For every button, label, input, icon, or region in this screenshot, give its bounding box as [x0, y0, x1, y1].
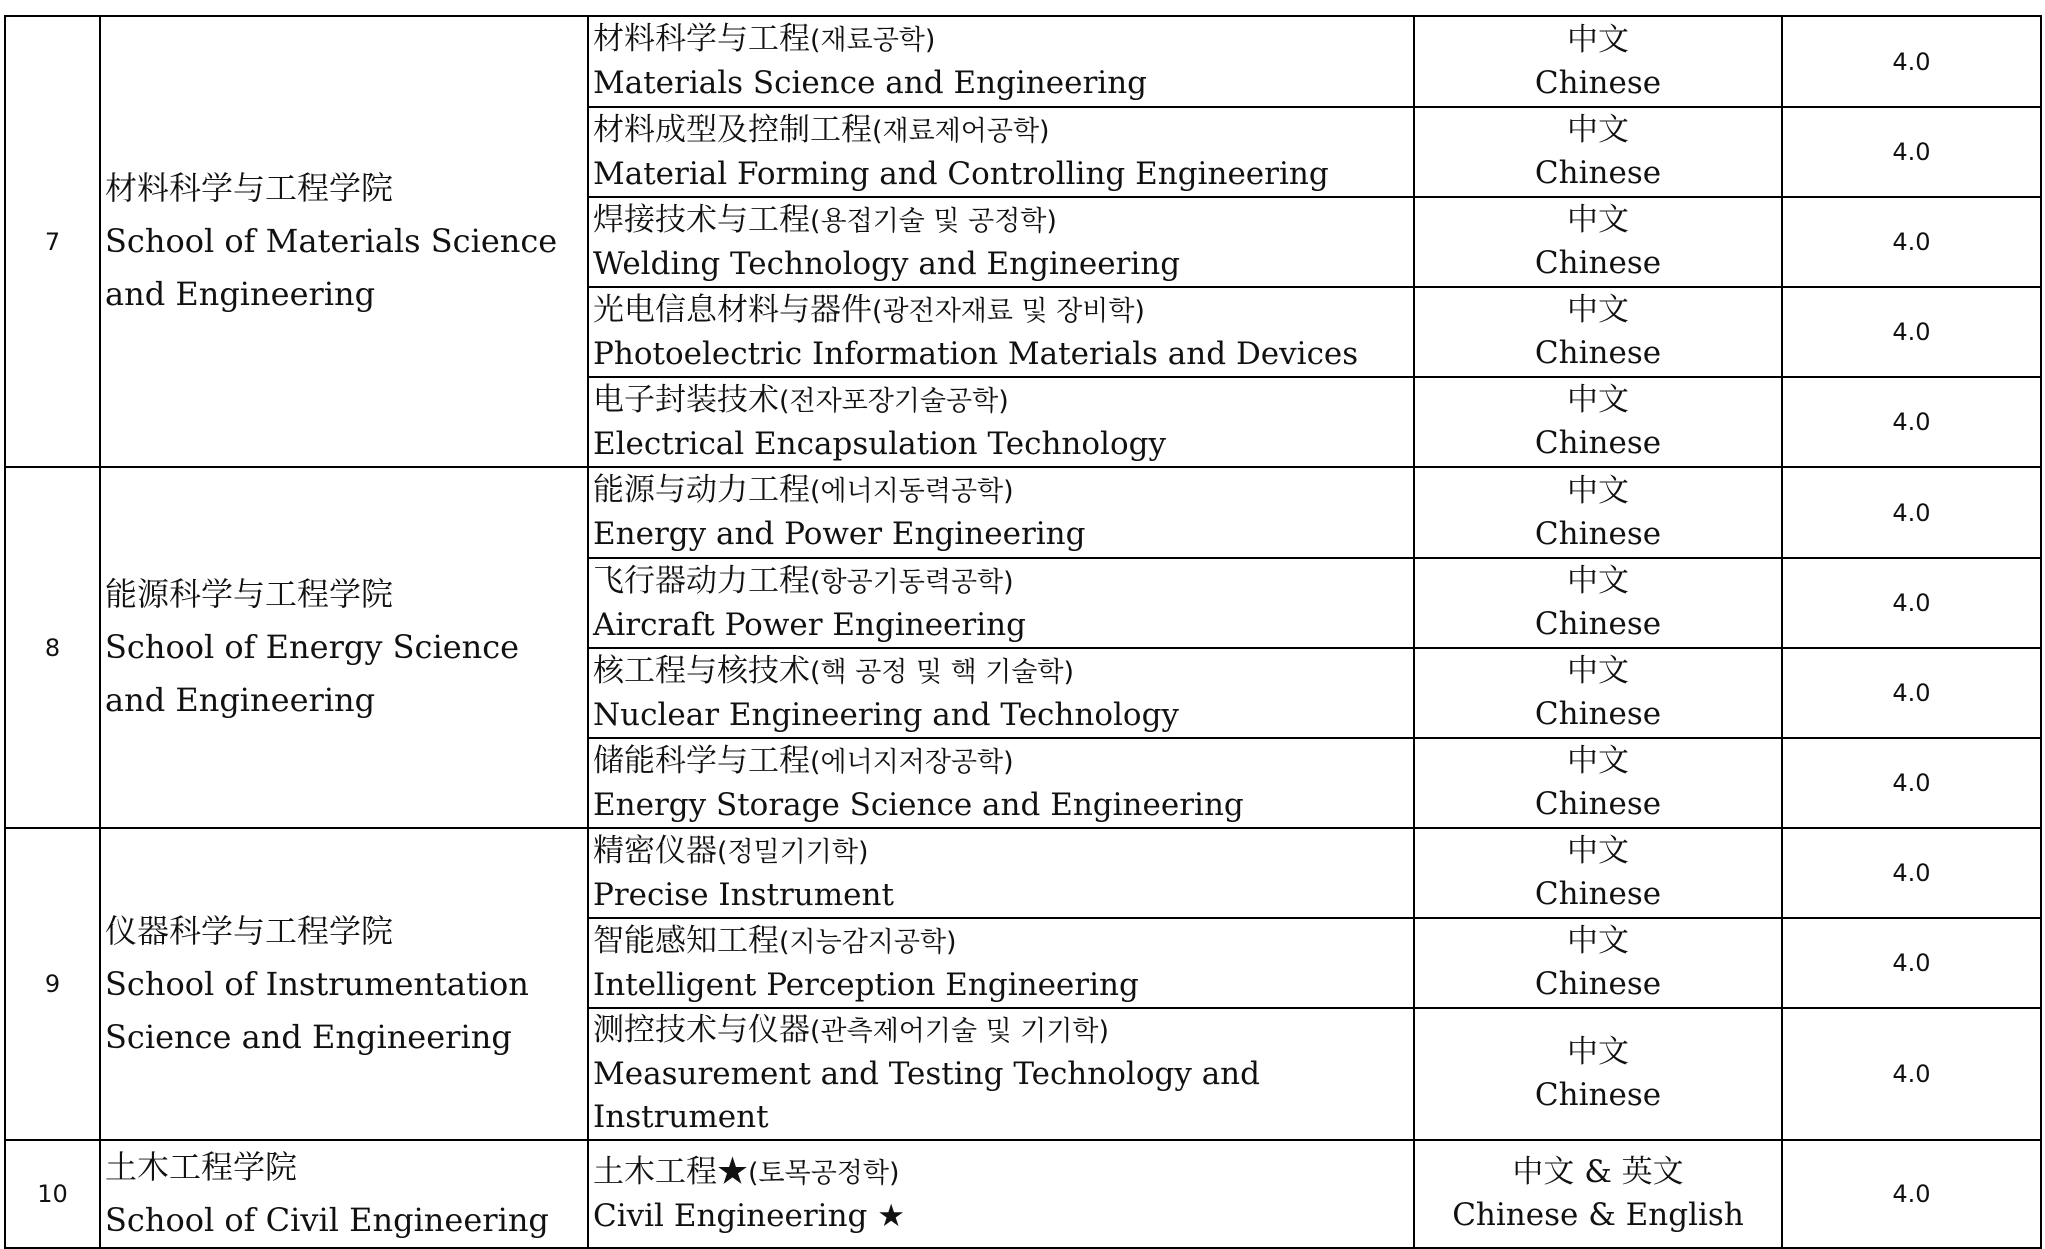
duration: 4.0: [1782, 107, 2041, 197]
major-name: [588, 287, 1414, 377]
language-zh: 中文: [1567, 202, 1629, 238]
major-name: [588, 16, 1414, 107]
major-name-ko: (전자포장기술공학): [779, 385, 1009, 417]
language-en: Chinese & English: [1452, 1197, 1744, 1233]
duration: 4.0: [1782, 197, 2041, 287]
major-name-zh: 储能科学与工程: [593, 742, 810, 779]
duration: 4.0: [1782, 738, 2041, 828]
major-name-en: Electrical Encapsulation Technology: [593, 425, 1166, 462]
major-name-ko: (용접기술 및 공정학): [810, 205, 1057, 237]
duration: 4.0: [1782, 1008, 2041, 1140]
major-name-en: Precise Instrument: [593, 876, 894, 913]
major-name-ko: (에너지저장공학): [810, 746, 1014, 778]
school-name-zh: 材料科学与工程学院: [105, 169, 394, 207]
major-name-en: Material Forming and Controlling Engineering: [593, 155, 1329, 192]
language: [1414, 828, 1782, 918]
school-name-zh: 土木工程学院: [105, 1148, 298, 1186]
language-en: Chinese: [1534, 606, 1662, 642]
school-name: [100, 828, 588, 1140]
table-row: [5, 1140, 2041, 1248]
major-name-en: Welding Technology and Engineering: [593, 245, 1181, 282]
major-name-ko: (에너지동력공학): [810, 476, 1014, 507]
school-name: [100, 1140, 588, 1248]
duration: 4.0: [1782, 467, 2041, 558]
language: [1414, 918, 1782, 1008]
major-name-ko: (지능감지공학): [779, 926, 957, 958]
major-name-zh: 材料科学与工程: [593, 21, 810, 57]
major-name: [588, 1008, 1414, 1140]
language-zh: 中文: [1567, 21, 1629, 58]
school-name: [100, 467, 588, 828]
major-name-ko: (토목공정학): [748, 1157, 900, 1189]
group-number: 10: [5, 1140, 100, 1248]
major-name-zh: 精密仪器: [593, 832, 717, 869]
major-name-en: Intelligent Perception Engineering: [593, 966, 1139, 1003]
table-row: [5, 828, 2041, 918]
language-zh: 中文: [1567, 382, 1629, 418]
major-name-en: Materials Science and Engineering: [593, 65, 1148, 101]
duration: 4.0: [1782, 828, 2041, 918]
language: [1414, 738, 1782, 828]
group-number: 8: [5, 467, 100, 828]
major-name: [588, 738, 1414, 828]
major-name-en: Nuclear Engineering and Technology: [593, 696, 1179, 733]
major-name-zh: 能源与动力工程: [593, 472, 810, 508]
language: [1414, 1140, 1782, 1248]
major-name: [588, 918, 1414, 1008]
language: [1414, 558, 1782, 648]
group-number: 7: [5, 16, 100, 467]
language-zh: 中文: [1567, 292, 1629, 328]
language-en: Chinese: [1534, 425, 1662, 461]
major-name: [588, 197, 1414, 287]
language-zh: 中文: [1567, 472, 1629, 509]
duration: 4.0: [1782, 1140, 2041, 1248]
major-name: [588, 1140, 1414, 1248]
major-name: [588, 828, 1414, 918]
language: [1414, 197, 1782, 287]
duration: 4.0: [1782, 558, 2041, 648]
major-name-en: Photoelectric Information Materials and Devices: [593, 335, 1359, 372]
duration: 4.0: [1782, 377, 2041, 467]
language-en: Chinese: [1534, 966, 1662, 1002]
major-name-zh: 材料成型及控制工程: [593, 111, 872, 148]
major-name: [588, 377, 1414, 467]
major-name-ko: (광전자재료 및 장비학): [872, 295, 1145, 327]
programs-table: [4, 15, 2042, 1249]
language-en: Chinese: [1534, 696, 1662, 732]
language-zh: 中文: [1567, 563, 1629, 599]
group-number: 9: [5, 828, 100, 1140]
major-name-en: Aircraft Power Engineering: [593, 606, 1026, 643]
major-name-zh: 焊接技术与工程: [593, 201, 810, 238]
school-name-en: School of Energy Science and Engineering: [105, 628, 520, 719]
language-zh: 中文 & 英文: [1512, 1154, 1684, 1190]
language: [1414, 1008, 1782, 1140]
language-zh: 中文: [1567, 923, 1629, 959]
major-name-ko: (항공기동력공학): [810, 566, 1014, 598]
language-zh: 中文: [1567, 112, 1629, 148]
major-name-zh: 测控技术与仪器: [593, 1012, 810, 1048]
language-en: Chinese: [1534, 64, 1662, 101]
major-name-ko: (핵 공정 및 핵 기술학): [810, 656, 1075, 688]
school-name: [100, 16, 588, 467]
school-name-en: School of Instrumentation Science and Engineering: [105, 964, 529, 1056]
language-en: Chinese: [1534, 786, 1662, 822]
language: [1414, 467, 1782, 558]
language-en: Chinese: [1534, 876, 1662, 912]
duration: 4.0: [1782, 16, 2041, 107]
major-name-zh: 核工程与核技术: [593, 652, 810, 689]
school-name-en: School of Materials Science and Engineering: [105, 222, 558, 313]
table-row: [5, 467, 2041, 558]
school-name-en: School of Civil Engineering: [105, 1201, 549, 1239]
language-zh: 中文: [1567, 833, 1629, 869]
major-name-en: Energy and Power Engineering: [593, 516, 1086, 552]
table-row: [5, 16, 2041, 107]
language-en: Chinese: [1534, 515, 1662, 552]
language-en: Chinese: [1534, 155, 1662, 191]
language-zh: 中文: [1567, 1034, 1629, 1070]
major-name-ko: (정밀기기학): [717, 836, 869, 868]
major-name: [588, 107, 1414, 197]
school-name-zh: 能源科学与工程学院: [105, 575, 394, 613]
language-en: Chinese: [1534, 1077, 1662, 1113]
language: [1414, 287, 1782, 377]
duration: 4.0: [1782, 648, 2041, 738]
language: [1414, 16, 1782, 107]
major-name-ko: (재료공학): [810, 25, 936, 56]
language: [1414, 107, 1782, 197]
duration: 4.0: [1782, 918, 2041, 1008]
language-zh: 中文: [1567, 653, 1629, 689]
major-name-en: Measurement and Testing Technology and Instrument: [593, 1056, 1260, 1135]
duration: 4.0: [1782, 287, 2041, 377]
major-name-zh: 智能感知工程: [593, 922, 779, 959]
major-name: [588, 648, 1414, 738]
major-name-ko: (관측제어기술 및 기기학): [810, 1016, 1110, 1047]
major-name: [588, 558, 1414, 648]
school-name-zh: 仪器科学与工程学院: [105, 911, 394, 950]
language-en: Chinese: [1534, 245, 1662, 281]
major-name-zh: 土木工程★: [593, 1153, 748, 1190]
language-en: Chinese: [1534, 335, 1662, 371]
major-name-ko: (재료제어공학): [872, 115, 1050, 147]
major-name-zh: 光电信息材料与器件: [593, 291, 872, 328]
language: [1414, 648, 1782, 738]
major-name: [588, 467, 1414, 558]
major-name-zh: 电子封装技术: [593, 381, 779, 418]
major-name-zh: 飞行器动力工程: [593, 562, 810, 599]
language-zh: 中文: [1567, 743, 1629, 779]
language: [1414, 377, 1782, 467]
major-name-en: Energy Storage Science and Engineering: [593, 786, 1244, 823]
major-name-en: Civil Engineering ★: [593, 1197, 906, 1234]
